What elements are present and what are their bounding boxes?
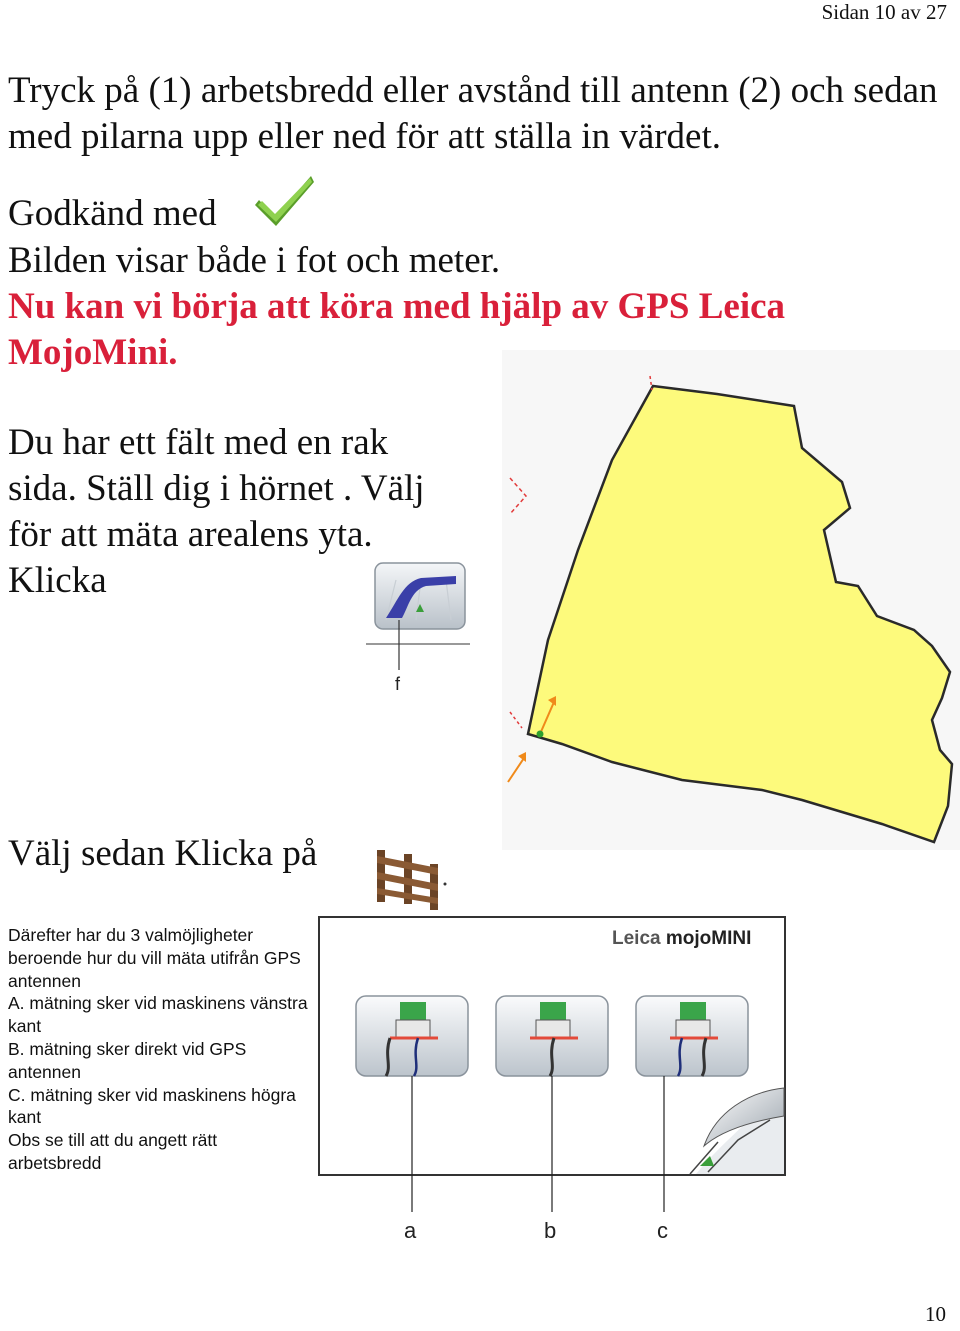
- option-label-a: a: [404, 1218, 417, 1243]
- mode-button-b[interactable]: [496, 996, 608, 1076]
- mode-note: Obs se till att du angett rätt arbetsbredd: [8, 1130, 218, 1173]
- paragraph-approve: Godkänd med: [8, 193, 217, 234]
- page-header: Sidan 10 av 27: [821, 0, 947, 24]
- fence-icon: [374, 844, 450, 910]
- mode-intro: Därefter har du 3 valmöjligheter beroende hur du vill mäta utifrån GPS antennen: [8, 925, 301, 991]
- paragraph-field: Du har ett fält med en rak sida. Ställ dig i hörnet . Välj för att mäta arealens yta. Klicka: [8, 422, 425, 601]
- area-measure-icon: [366, 560, 474, 695]
- brand-prefix: Leica: [612, 928, 666, 949]
- mode-a: A. mätning sker vid maskinens vänstra kant: [8, 993, 308, 1037]
- brand-model: mojoMINI: [665, 928, 752, 949]
- checkmark-icon: [253, 168, 317, 228]
- field-map: [502, 350, 960, 850]
- option-label-c: c: [657, 1218, 668, 1243]
- mojomini-screen-figure: [318, 916, 788, 1246]
- paragraph-start: Nu kan vi börja att köra med hjälp av GPS Leica MojoMini.: [8, 286, 786, 373]
- mode-c: C. mätning sker vid maskinens högra kant: [8, 1084, 296, 1128]
- mode-b: B. mätning sker direkt vid GPS antennen: [8, 1038, 247, 1082]
- paragraph-units: Bilden visar både i fot och meter.: [8, 240, 501, 281]
- paragraph-instruction: Tryck på (1) arbetsbredd eller avstånd till antenn (2) och sedan med pilarna upp eller ned för att ställa in värdet.: [8, 70, 938, 157]
- option-label-b: b: [544, 1218, 557, 1243]
- page-number: 10: [925, 1302, 946, 1326]
- paragraph-select: Välj sedan Klicka på: [8, 833, 318, 874]
- mode-button-c[interactable]: [636, 996, 748, 1076]
- svg-text:Leica mojoMINI: [612, 928, 751, 949]
- area-callout-label: f: [395, 674, 401, 694]
- mode-description: [8, 924, 308, 1175]
- mode-button-a[interactable]: [356, 996, 468, 1076]
